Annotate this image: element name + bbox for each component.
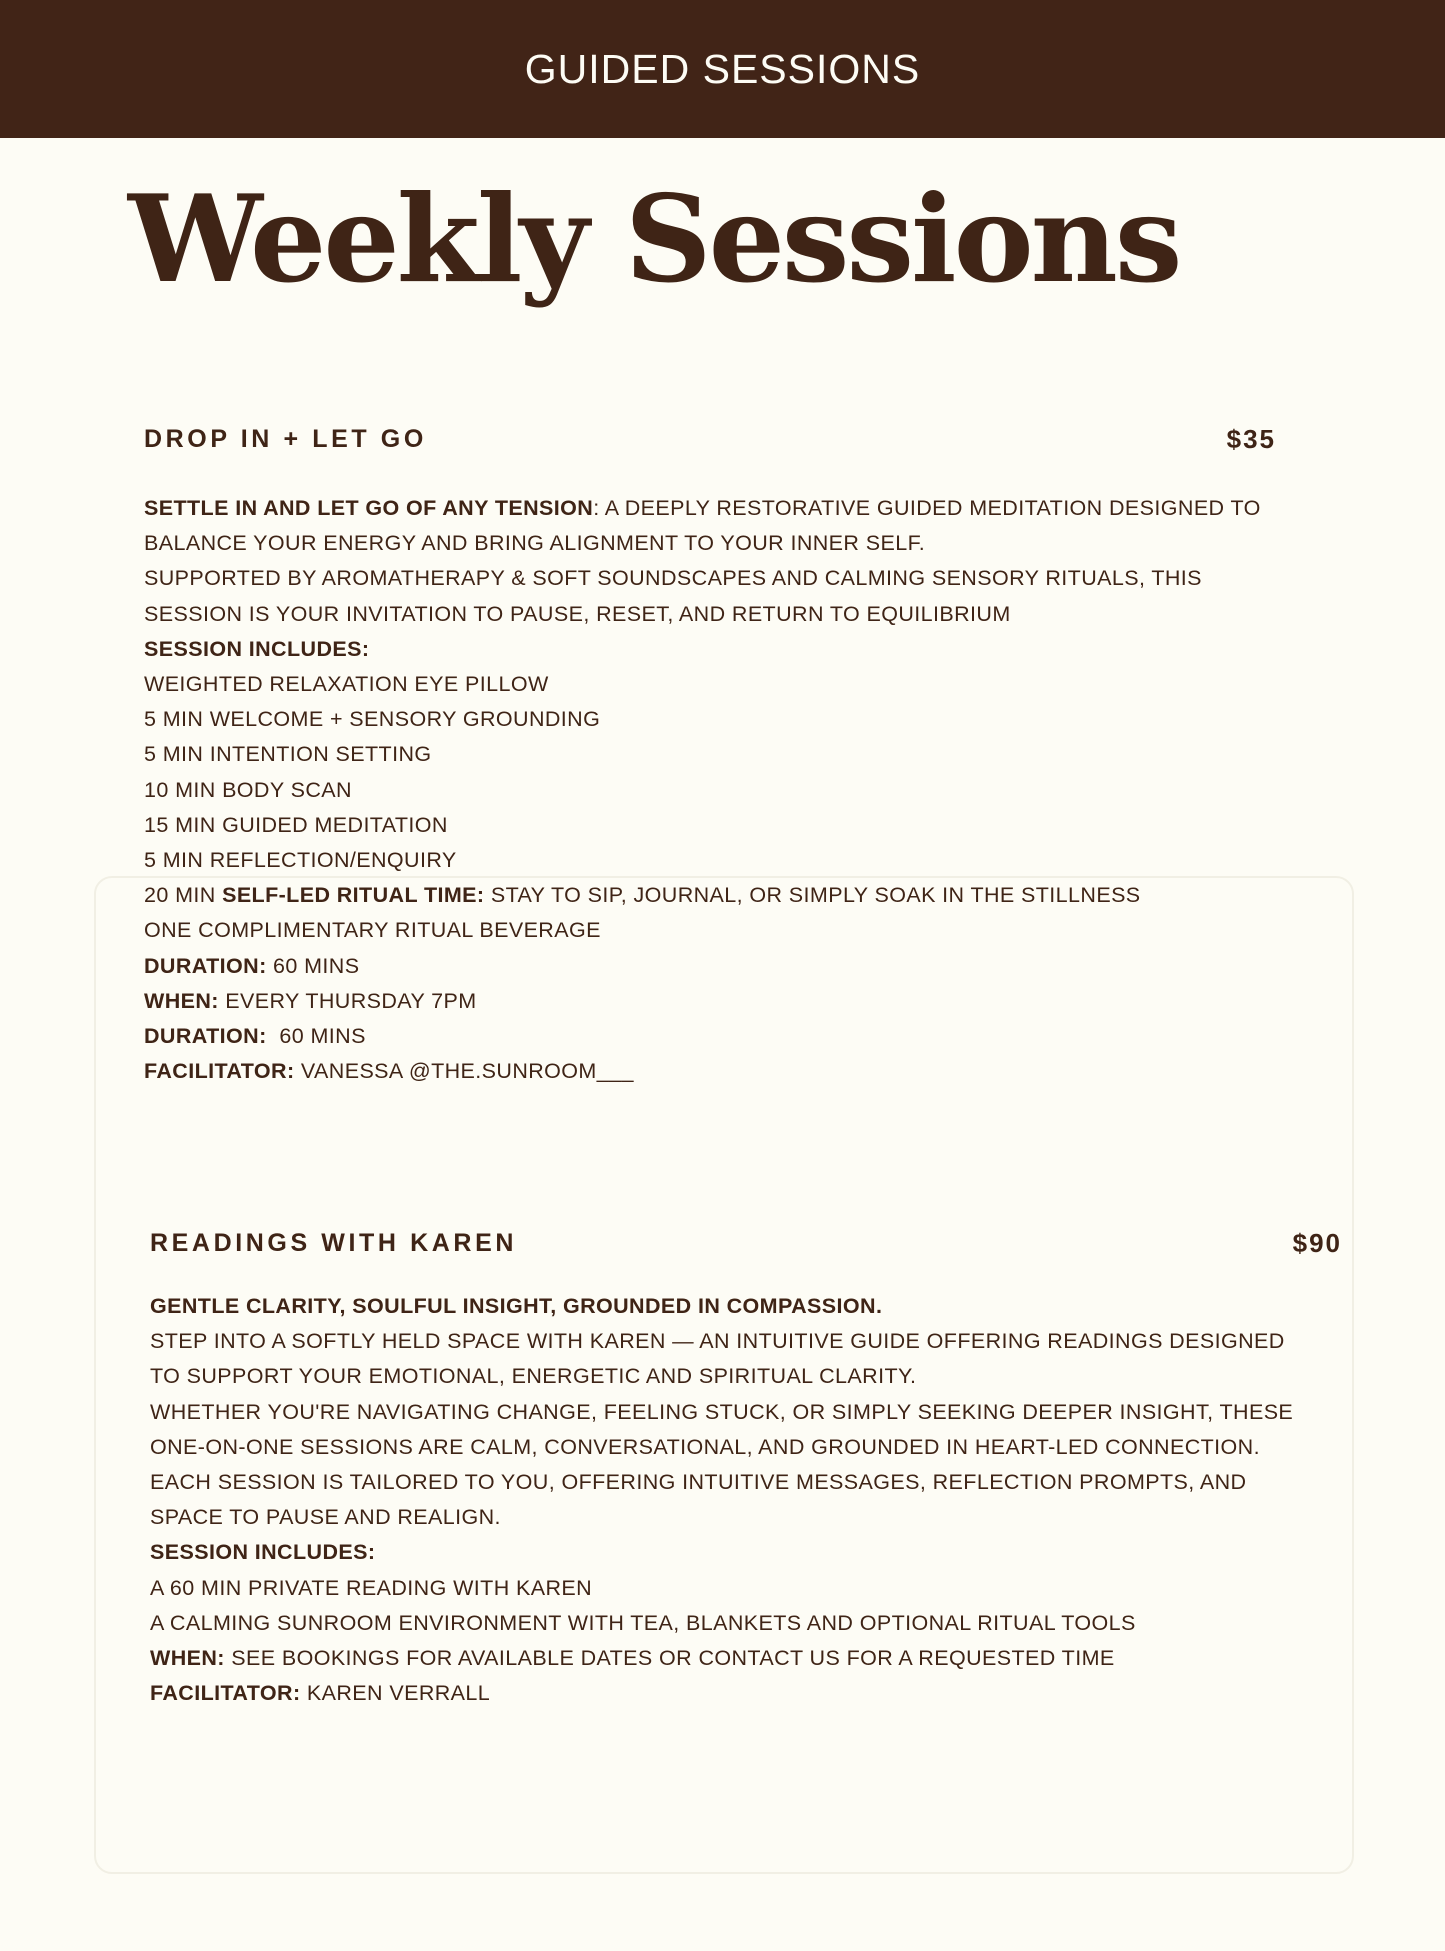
description-line: WHETHER YOU'RE NAVIGATING CHANGE, FEELING STUCK, OR SIMPLY SEEKING DEEPER INSIGHT, THESE: [150, 1399, 1294, 1424]
detail-value: SEE BOOKINGS FOR AVAILABLE DATES OR CONTACT US FOR A REQUESTED TIME: [224, 1646, 1115, 1671]
session-price: $90: [1292, 1227, 1342, 1258]
detail-label: DURATION:: [144, 1024, 267, 1049]
include-item: WEIGHTED RELAXATION EYE PILLOW: [144, 672, 549, 697]
include-item: [144, 878, 1344, 913]
session-name: READINGS WITH KAREN: [150, 1228, 518, 1257]
include-item: 10 MIN BODY SCAN: [144, 777, 352, 802]
session-description: [150, 1289, 1350, 1711]
description-line: STEP INTO A SOFTLY HELD SPACE WITH KAREN — AN INTUITIVE GUIDE OFFERING READINGS DESIGNED: [150, 1329, 1285, 1354]
includes-label: SESSION INCLUDES:: [144, 636, 370, 661]
detail-when: [150, 1641, 1350, 1676]
page-title: Weekly Sessions: [128, 169, 1180, 310]
detail-label: FACILITATOR:: [144, 1059, 295, 1084]
session-price: $35: [1226, 423, 1276, 454]
detail-when: [144, 984, 1344, 1019]
top-banner: [0, 0, 1445, 138]
detail-label: WHEN:: [144, 988, 219, 1013]
include-item: 5 MIN WELCOME + SENSORY GROUNDING: [144, 707, 601, 732]
detail-label: DURATION:: [144, 953, 267, 978]
description-line: SUPPORTED BY AROMATHERAPY & SOFT SOUNDSCAPES AND CALMING SENSORY RITUALS, THIS: [144, 566, 1202, 591]
detail-value: 60 MINS: [266, 1024, 366, 1049]
detail-value: VANESSA @THE.SUNROOM___: [294, 1059, 634, 1084]
detail-duration: [144, 949, 1344, 984]
detail-duration: [144, 1019, 1344, 1054]
detail-facilitator: [144, 1054, 1344, 1089]
description-line: ONE-ON-ONE SESSIONS ARE CALM, CONVERSATIONAL, AND GROUNDED IN HEART-LED CONNECTION.: [150, 1434, 1260, 1459]
detail-label: WHEN:: [150, 1646, 225, 1671]
banner-title: GUIDED SESSIONS: [524, 45, 921, 92]
detail-value: 60 MINS: [266, 953, 360, 978]
detail-facilitator: [150, 1676, 1350, 1711]
description-line: SPACE TO PAUSE AND REALIGN.: [150, 1505, 501, 1530]
include-item: ONE COMPLIMENTARY RITUAL BEVERAGE: [144, 918, 601, 943]
session-header: [150, 1225, 1342, 1261]
session-tagline: GENTLE CLARITY, SOULFUL INSIGHT, GROUNDED IN COMPASSION.: [150, 1294, 883, 1318]
description-line: SESSION IS YOUR INVITATION TO PAUSE, RESET, AND RETURN TO EQUILIBRIUM: [144, 601, 1011, 626]
include-item: 5 MIN INTENTION SETTING: [144, 742, 432, 767]
include-item: A CALMING SUNROOM ENVIRONMENT WITH TEA, BLANKETS AND OPTIONAL RITUAL TOOLS: [150, 1610, 1136, 1635]
ritual-prefix: 20 MIN: [144, 883, 223, 908]
session-drop-in: [144, 421, 1344, 1089]
description-line: [144, 491, 1344, 526]
ritual-bold: SELF-LED RITUAL TIME:: [222, 883, 485, 908]
description-line: BALANCE YOUR ENERGY AND BRING ALIGNMENT TO YOUR INNER SELF.: [144, 531, 926, 556]
description-line: TO SUPPORT YOUR EMOTIONAL, ENERGETIC AND SPIRITUAL CLARITY.: [150, 1364, 917, 1389]
detail-value: KAREN VERRALL: [300, 1681, 491, 1706]
description-line: EACH SESSION IS TAILORED TO YOU, OFFERING INTUITIVE MESSAGES, REFLECTION PROMPTS, AND: [150, 1470, 1247, 1495]
session-description: [144, 491, 1344, 1089]
include-item: 15 MIN GUIDED MEDITATION: [144, 812, 448, 837]
lead-rest: : A DEEPLY RESTORATIVE GUIDED MEDITATION DESIGNED TO: [593, 496, 1261, 520]
include-item: A 60 MIN PRIVATE READING WITH KAREN: [150, 1575, 593, 1600]
includes-label: SESSION INCLUDES:: [150, 1540, 376, 1565]
session-name: DROP IN + LET GO: [144, 424, 427, 453]
session-readings: [150, 1225, 1350, 1711]
lead-bold: SETTLE IN AND LET GO OF ANY TENSION: [144, 496, 594, 520]
detail-label: FACILITATOR:: [150, 1681, 301, 1706]
ritual-rest: STAY TO SIP, JOURNAL, OR SIMPLY SOAK IN THE STILLNESS: [484, 883, 1141, 908]
session-header: [144, 421, 1276, 457]
include-item: 5 MIN REFLECTION/ENQUIRY: [144, 848, 457, 873]
detail-value: EVERY THURSDAY 7PM: [218, 988, 477, 1013]
